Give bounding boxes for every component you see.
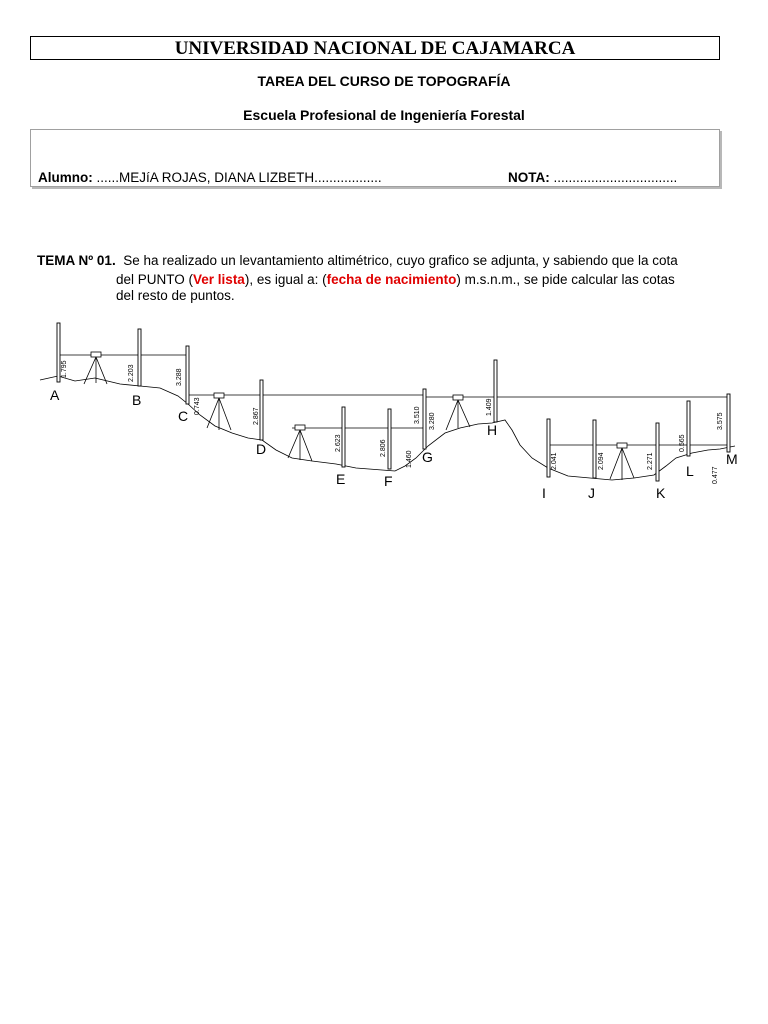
tema-line3: del resto de puntos. [116,288,235,303]
tema-line2-c: ) m.s.n.m., se pide calcular las cotas [456,272,675,287]
rod-k [656,423,659,481]
point-label-e: E [336,471,346,487]
point-label-g: G [422,449,433,465]
reading-2094: 2.094 [598,452,605,470]
tripod-2 [207,393,231,430]
reading-0477: 0.477 [712,466,719,484]
reading-2623: 2.623 [335,434,342,452]
student-info-box [30,129,720,187]
rod-a1 [57,323,60,382]
ver-lista-text: Ver lista [193,272,245,287]
alumno-value: ......MEJíA ROJAS, DIANA LIZBETH.................. [96,170,382,185]
nota-label: NOTA: [508,170,550,185]
reading-3288: 3.288 [176,368,183,386]
alumno-label: Alumno: [38,170,93,185]
tripod-3 [288,425,312,461]
tripod-5 [610,443,634,480]
point-label-k: K [656,485,666,501]
tema-paragraph [37,253,737,304]
point-label-i: I [542,485,546,501]
reading-1460: 1.460 [406,450,413,468]
rod-e [342,407,345,467]
point-label-c: C [178,408,189,424]
reading-0743: 0.743 [194,397,201,415]
reading-3510: 3.510 [414,406,421,424]
rod-c1 [186,346,189,404]
rod-i [547,419,550,477]
rod-d [260,380,263,440]
reading-3280: 3.280 [429,412,436,430]
tema-line2-b: ), es igual a: ( [244,272,327,287]
rod-m [727,394,730,452]
reading-3575: 3.575 [717,412,724,430]
tema-line2 [37,272,737,288]
tema-line2-a: del PUNTO ( [116,272,194,287]
rod-h [494,360,497,422]
fecha-nacimiento-text: fecha de nacimiento [326,272,457,287]
reading-2203: 2.203 [128,364,135,382]
student-line [38,170,382,185]
reading-1409: 1.409 [486,398,493,416]
rod-f [388,409,391,469]
nota-line [508,170,677,185]
point-label-h: H [487,422,498,438]
point-label-b: B [132,392,142,408]
point-label-j: J [588,485,595,501]
tripod-4 [446,395,470,430]
point-label-d: D [256,441,267,457]
reading-1795: 1.795 [61,360,68,378]
reading-2041: 2.041 [551,452,558,470]
tema-line1: Se ha realizado un levantamiento altimétrico, cuyo grafico se adjunta, y sabiendo que la cota [123,253,678,268]
reading-2271: 2.271 [647,452,654,470]
reading-2806: 2.806 [380,439,387,457]
leveling-diagram [0,300,768,820]
point-label-f: F [384,473,393,489]
school-title: Escuela Profesional de Ingeniería Forestal [243,107,525,123]
rod-j [593,420,596,478]
reading-2867: 2.867 [253,407,260,425]
tema-label: TEMA Nº 01. [37,253,116,268]
point-label-l: L [686,463,694,479]
course-title: TAREA DEL CURSO DE TOPOGRAFÍA [257,73,511,89]
nota-value: ................................. [553,170,678,185]
rod-l [687,401,690,456]
university-title: UNIVERSIDAD NACIONAL DE CAJAMARCA [30,36,720,60]
point-label-m: M [726,451,738,467]
rod-g [423,389,426,449]
point-label-a: A [50,387,60,403]
reading-0565: 0.565 [679,434,686,452]
rod-b1 [138,329,141,386]
